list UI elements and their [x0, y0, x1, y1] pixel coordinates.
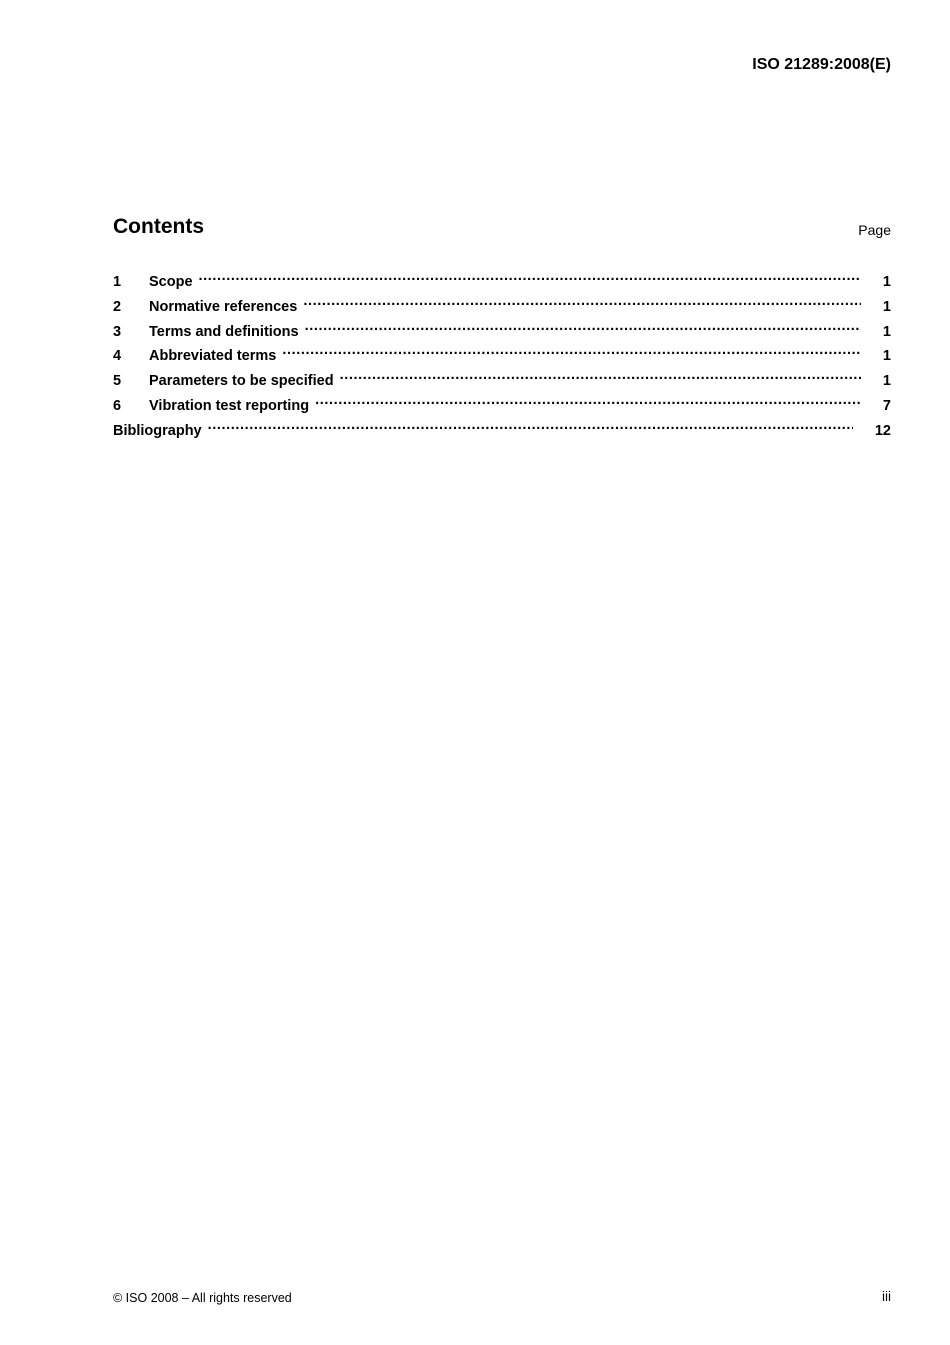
toc-entry-number: 6 [113, 397, 122, 414]
toc-entry-title: Terms and definitions [149, 323, 299, 340]
dot-leader [199, 266, 861, 286]
toc-entry-number: 2 [113, 298, 122, 315]
table-of-contents [113, 266, 891, 440]
toc-entry-page: 7 [882, 397, 891, 414]
toc-entry-parameters-to-be-specified[interactable] [113, 365, 891, 390]
document-id-header: ISO 21289:2008(E) [752, 56, 891, 73]
toc-entry-title: Vibration test reporting [149, 397, 310, 414]
toc-entry-terms-and-definitions[interactable] [113, 316, 891, 341]
toc-entry-title: Bibliography [113, 422, 202, 439]
toc-entry-title: Scope [149, 274, 193, 290]
toc-entry-page: 1 [882, 348, 891, 365]
toc-entry-scope[interactable] [113, 266, 891, 291]
dot-leader [208, 415, 853, 435]
toc-entry-page: 12 [874, 422, 891, 439]
toc-entry-title: Abbreviated terms [149, 348, 277, 365]
dot-leader [282, 340, 861, 360]
page-number: iii [882, 1289, 891, 1304]
page-column-label: Page [858, 222, 891, 238]
toc-entry-page: 1 [882, 274, 891, 290]
dot-leader [303, 291, 861, 311]
toc-entry-title: Parameters to be specified [149, 373, 334, 390]
toc-entry-page: 1 [882, 298, 891, 315]
toc-entry-vibration-test-reporting[interactable] [113, 390, 891, 415]
toc-entry-bibliography[interactable] [113, 415, 891, 440]
toc-entry-page: 1 [882, 373, 891, 390]
toc-entry-abbreviated-terms[interactable] [113, 340, 891, 365]
toc-entry-number: 3 [113, 323, 122, 340]
toc-entry-number: 5 [113, 373, 122, 390]
dot-leader [340, 365, 861, 385]
toc-entry-page: 1 [882, 323, 891, 340]
toc-entry-number: 4 [113, 348, 122, 365]
dot-leader [315, 390, 861, 410]
toc-entry-normative-references[interactable] [113, 291, 891, 316]
dot-leader [305, 316, 861, 336]
toc-entry-number: 1 [113, 274, 122, 290]
toc-entry-title: Normative references [149, 298, 298, 315]
contents-heading: Contents [113, 215, 204, 238]
copyright-notice: © ISO 2008 – All rights reserved [113, 1291, 292, 1305]
